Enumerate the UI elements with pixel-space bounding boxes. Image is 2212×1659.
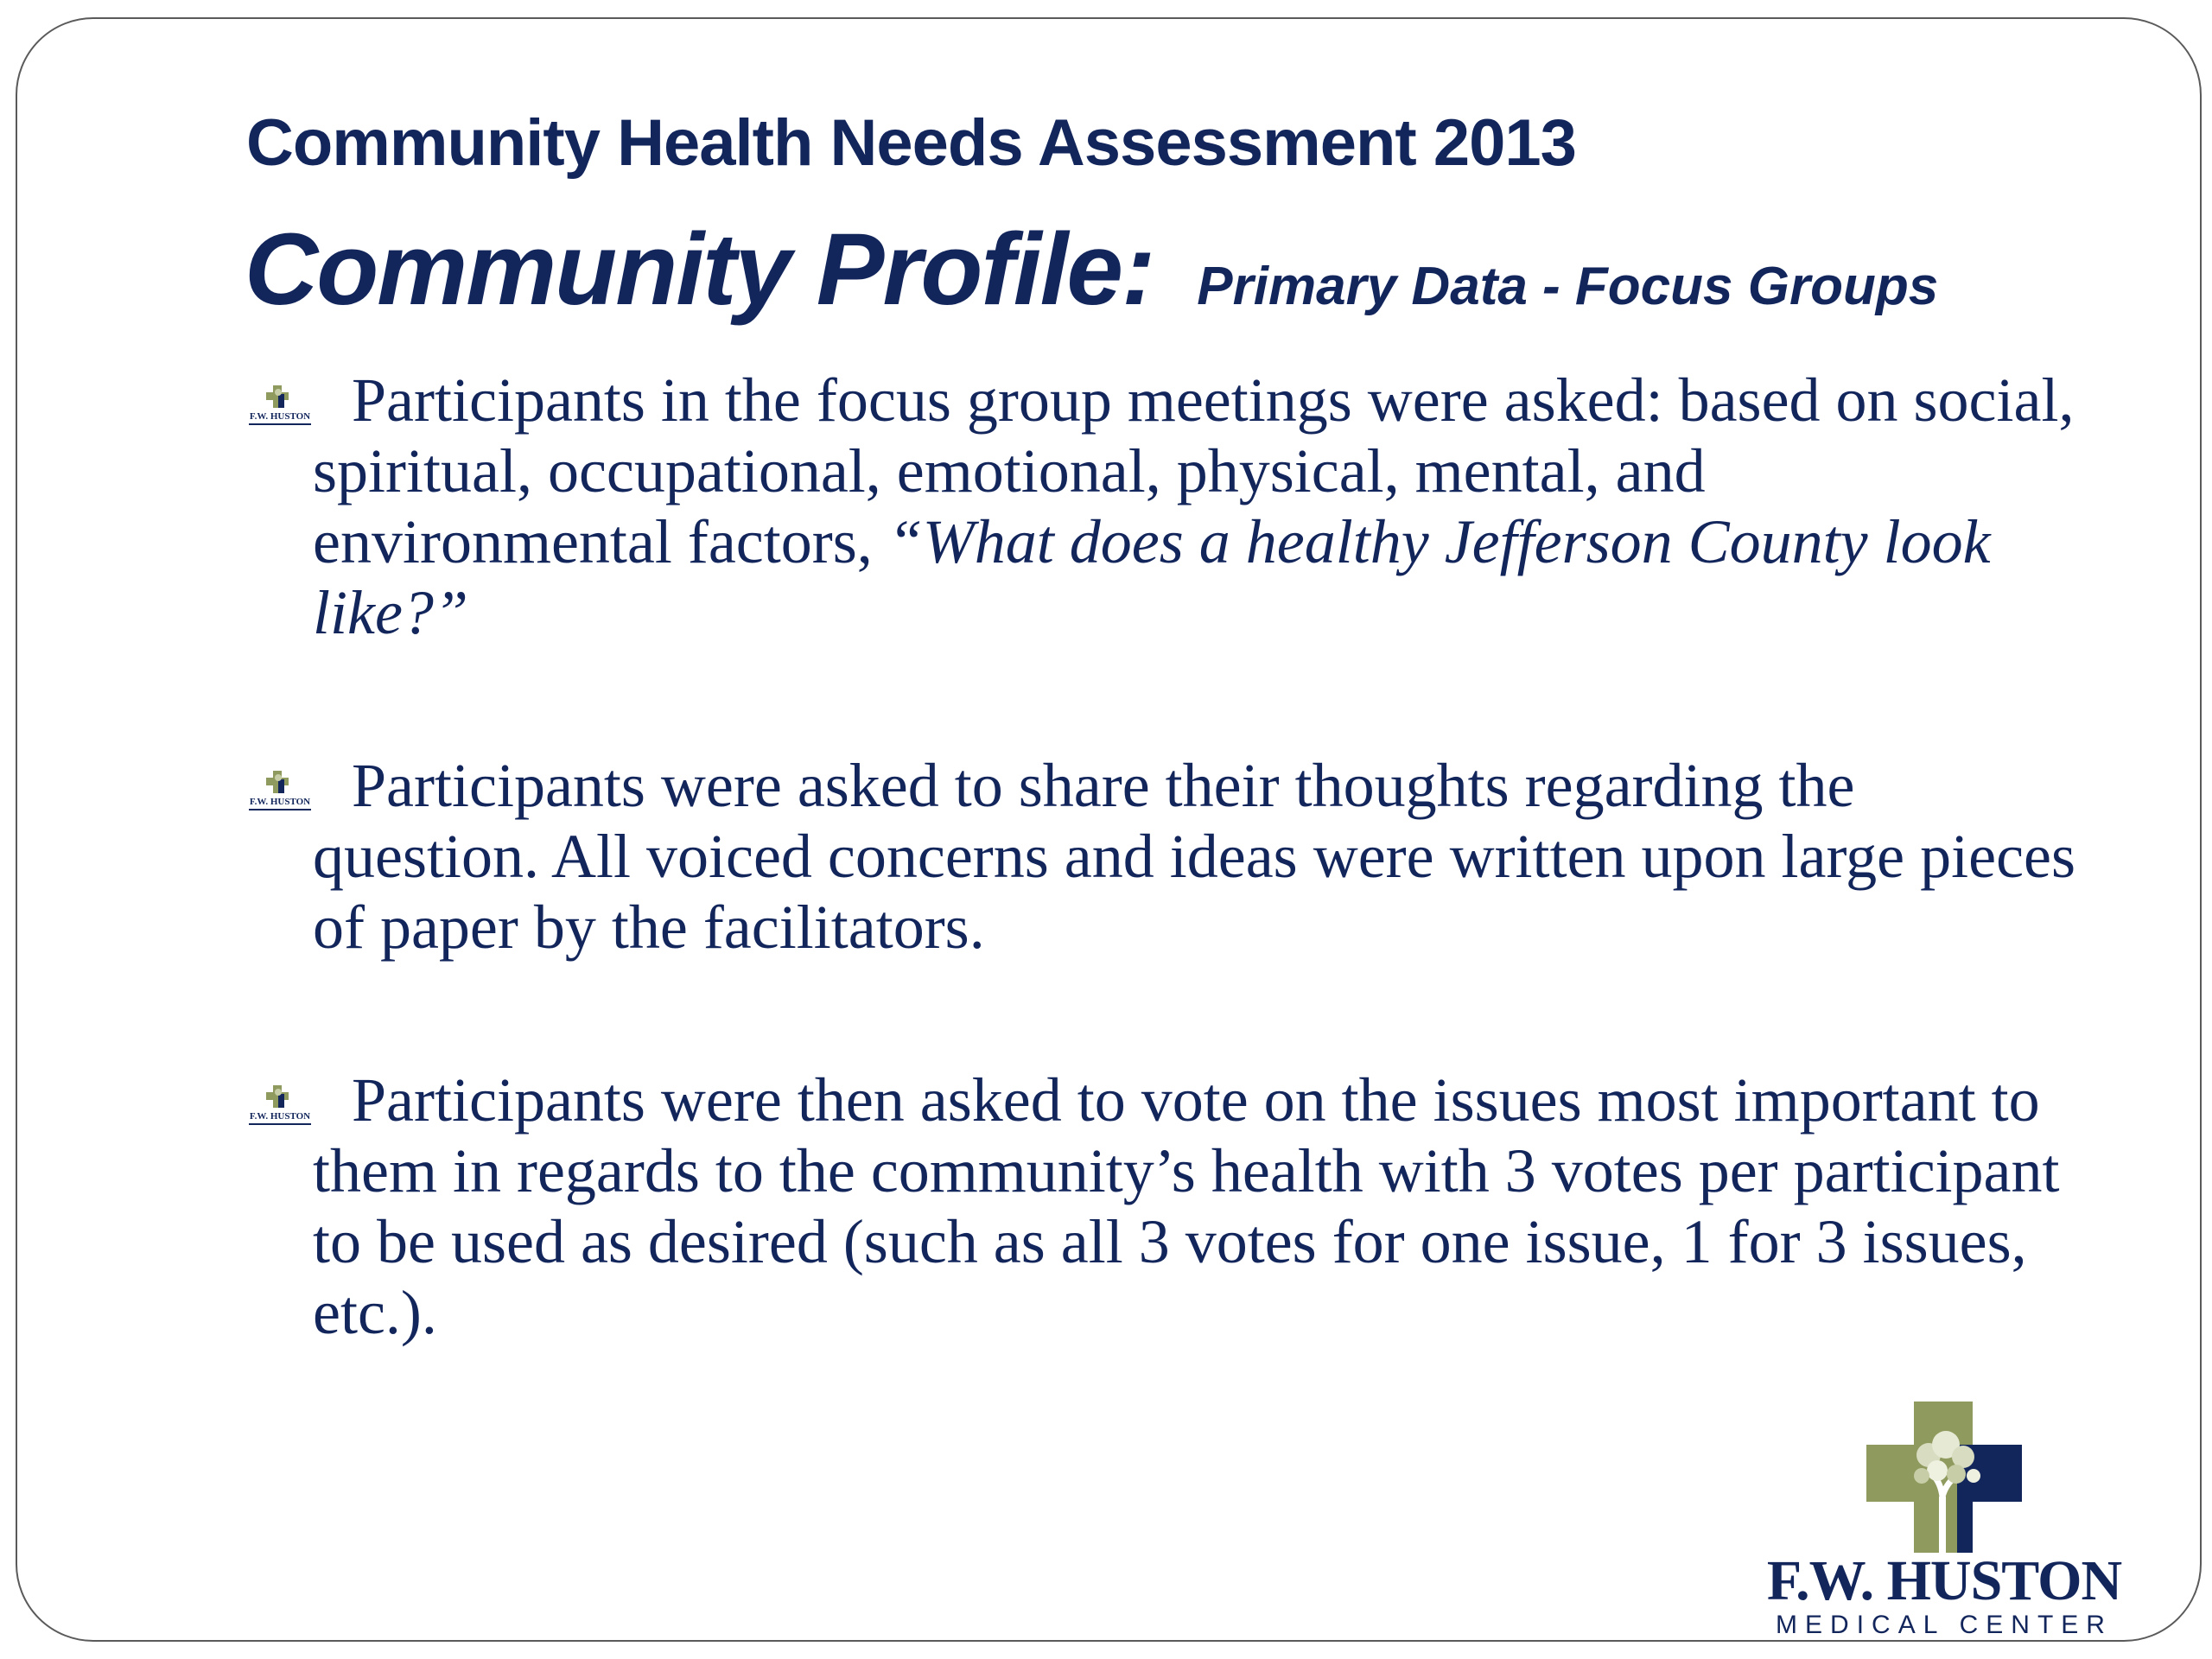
section-title-main: Community Profile:	[245, 213, 1154, 327]
logo-name: F.W. HUSTON	[1766, 1549, 2122, 1612]
bullet-text: Participants were asked to share their thoughts regarding the question. All voiced concerns and ideas were written upon large pieces of paper by the facilitators.	[313, 751, 2076, 962]
page-title: Community Health Needs Assessment 2013	[246, 106, 1576, 180]
bullet-item	[244, 1065, 2075, 1348]
bullet-text: Participants were then asked to vote on the issues most important to them in regards to the community’s health with 3 votes per participant to be used as desired (such as all 3 votes for one issue, 1 for 3 issues, etc.).	[313, 1065, 2060, 1347]
svg-text:F.W. HUSTON: F.W. HUSTON	[249, 797, 311, 807]
logo-bullet-icon	[244, 769, 316, 817]
logo-bullet-icon	[244, 1084, 316, 1132]
bullet-quote: “What does a healthy Jefferson County look like?”	[313, 507, 1991, 647]
section-subtitle: Primary Data - Focus Groups	[1197, 257, 1939, 316]
svg-text:F.W. HUSTON: F.W. HUSTON	[249, 411, 311, 422]
slide-frame	[16, 17, 2202, 1642]
svg-text:F.W. HUSTON: F.W. HUSTON	[249, 1111, 311, 1122]
section-title	[245, 211, 1938, 328]
hospital-logo	[1754, 1402, 2134, 1639]
logo-bullet-icon	[244, 384, 316, 432]
bullet-text: Participants in the focus group meetings were asked: based on social, spiritual, occupational, emotional, physical, mental, and environmental factors,	[313, 365, 2075, 576]
bullet-list	[244, 365, 2075, 1348]
cross-tree-icon	[1866, 1402, 2022, 1553]
logo-subtitle: MEDICAL CENTER	[1776, 1611, 2113, 1639]
bullet-item	[244, 750, 2075, 963]
bullet-item	[244, 365, 2075, 648]
